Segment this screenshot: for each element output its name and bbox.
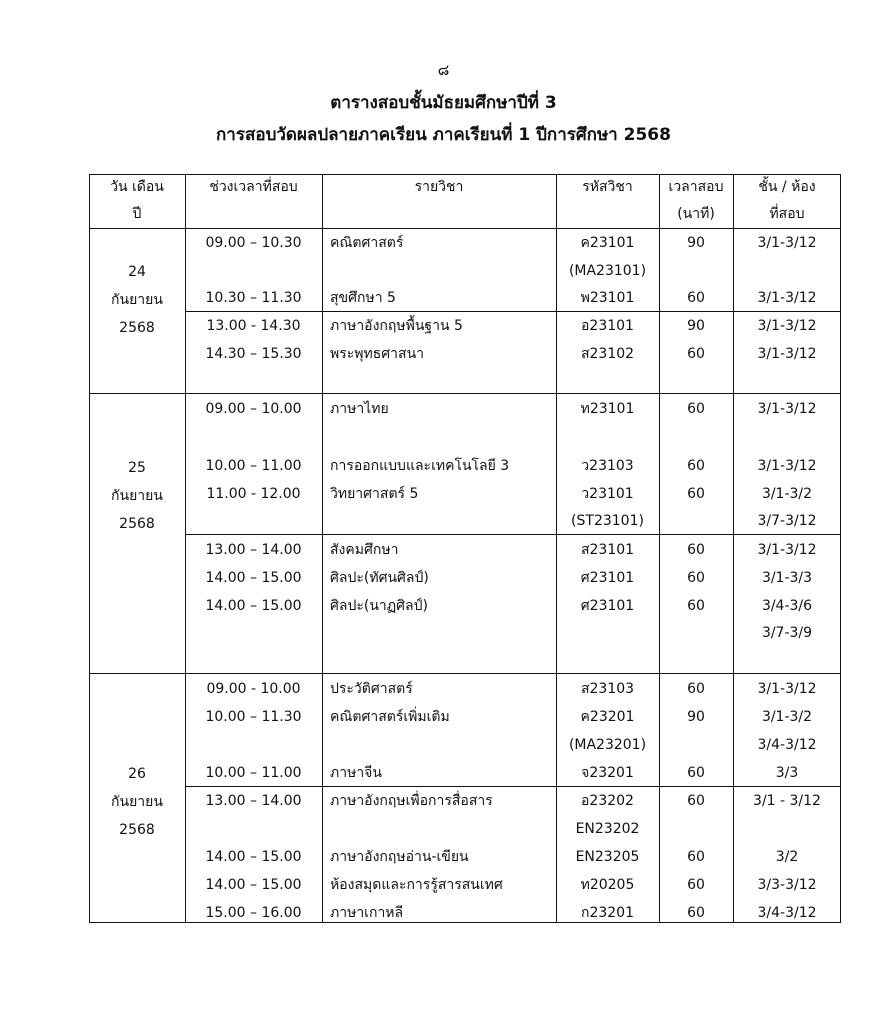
exam-time: 13.00 - 14.30 <box>206 318 301 334</box>
exam-room: 3/4-3/12 <box>757 737 817 753</box>
header-subject: รายวิชา <box>414 179 464 195</box>
subject-name: คณิตศาสตร์ <box>330 235 404 251</box>
exam-duration: 90 <box>687 318 705 334</box>
subject-name: ศิลปะ(ทัศนศิลป์) <box>330 570 429 586</box>
exam-time: 13.00 – 14.00 <box>205 542 302 558</box>
subject-code: ว23103 <box>581 458 634 474</box>
exam-room: 3/4-3/12 <box>757 905 817 921</box>
exam-time: 14.00 – 15.00 <box>205 877 302 893</box>
header-code: รหัสวิชา <box>582 179 633 195</box>
header-time: ช่วงเวลาที่สอบ <box>209 179 298 195</box>
exam-duration: 60 <box>687 849 705 865</box>
subject-name: วิทยาศาสตร์ 5 <box>330 486 419 502</box>
exam-room: 3/1-3/2 <box>761 709 813 725</box>
subject-code: ศ23101 <box>580 598 635 614</box>
subject-code: ก23201 <box>580 905 634 921</box>
exam-room: 3/4-3/6 <box>761 598 813 614</box>
header-room: ชั้น / ห้อง <box>758 179 816 195</box>
subject-name: ประวัติศาสตร์ <box>330 681 413 697</box>
exam-duration: 60 <box>687 905 705 921</box>
subject-name: ภาษาไทย <box>330 401 389 417</box>
exam-room: 3/1-3/3 <box>761 570 813 586</box>
page-number: ๘ <box>437 61 450 79</box>
exam-duration: 60 <box>687 598 705 614</box>
exam-room: 3/3-3/12 <box>757 877 817 893</box>
subject-name: ภาษาจีน <box>330 765 382 781</box>
header-room-sub: ที่สอบ <box>769 206 805 222</box>
exam-room: 3/7-3/9 <box>761 625 813 641</box>
exam-duration: 60 <box>687 401 705 417</box>
exam-month: กันยายน <box>111 292 163 308</box>
subject-name: การออกแบบและเทคโนโลยี 3 <box>330 458 510 474</box>
exam-time: 15.00 – 16.00 <box>205 905 302 921</box>
exam-time: 10.30 – 11.30 <box>205 290 302 306</box>
exam-month: กันยายน <box>111 488 163 504</box>
exam-room: 3/1-3/12 <box>757 401 817 417</box>
exam-room: 3/1-3/12 <box>757 235 817 251</box>
subject-name: สุขศึกษา 5 <box>330 290 396 306</box>
exam-room: 3/1-3/12 <box>757 458 817 474</box>
subject-code: จ23201 <box>581 765 634 781</box>
header-duration-unit: (นาที) <box>677 206 715 222</box>
exam-time: 10.00 – 11.30 <box>205 709 302 725</box>
exam-room: 3/1-3/12 <box>757 542 817 558</box>
subject-name: สังคมศึกษา <box>330 542 399 558</box>
exam-duration: 60 <box>687 877 705 893</box>
subject-code: (MA23201) <box>568 737 647 753</box>
day-block-divider <box>89 393 841 394</box>
exam-month: กันยายน <box>111 794 163 810</box>
subject-code: EN23202 <box>575 821 640 837</box>
exam-duration: 60 <box>687 542 705 558</box>
exam-year: 2568 <box>119 822 155 838</box>
exam-room: 3/3 <box>775 765 799 781</box>
day-block-divider <box>89 673 841 674</box>
exam-time: 09.00 – 10.30 <box>205 235 302 251</box>
subject-code: อ23101 <box>581 318 634 334</box>
subject-name: ภาษาอังกฤษพื้นฐาน 5 <box>330 318 463 334</box>
exam-duration: 60 <box>687 458 705 474</box>
subject-name: พระพุทธศาสนา <box>330 346 424 362</box>
exam-duration: 60 <box>687 765 705 781</box>
subject-code: (MA23101) <box>568 263 647 279</box>
subject-name: ภาษาเกาหลี <box>330 905 404 921</box>
exam-time: 14.00 – 15.00 <box>205 598 302 614</box>
header-date: วัน เดือน <box>110 179 164 195</box>
subject-name: คณิตศาสตร์เพิ่มเติม <box>330 709 450 725</box>
exam-time: 13.00 – 14.00 <box>205 793 302 809</box>
exam-time: 14.00 – 15.00 <box>205 849 302 865</box>
exam-room: 3/1-3/12 <box>757 290 817 306</box>
page-title: ตารางสอบชั้นมัธยมศึกษาปีที่ 3 <box>330 93 557 113</box>
exam-time: 14.30 – 15.30 <box>205 346 302 362</box>
subject-code: ค23101 <box>580 235 635 251</box>
subject-code: ศ23101 <box>580 570 635 586</box>
subject-name: ภาษาอังกฤษเพื่อการสื่อสาร <box>330 793 493 809</box>
subject-code: ส23101 <box>580 542 635 558</box>
subject-name: ห้องสมุดและการรู้สารสนเทศ <box>330 877 503 893</box>
subject-code: ท23101 <box>580 401 635 417</box>
header-date-year: ปี <box>132 206 142 222</box>
exam-room: 3/1-3/2 <box>761 486 813 502</box>
subject-code: ส23103 <box>580 681 635 697</box>
exam-duration: 60 <box>687 486 705 502</box>
column-divider <box>322 174 323 923</box>
table-border-top <box>89 174 841 175</box>
subject-code: พ23101 <box>580 290 635 306</box>
exam-room: 3/1-3/12 <box>757 346 817 362</box>
exam-room: 3/1-3/12 <box>757 681 817 697</box>
subject-code: ค23201 <box>580 709 635 725</box>
exam-time: 11.00 - 12.00 <box>206 486 301 502</box>
page-subtitle: การสอบวัดผลปลายภาคเรียน ภาคเรียนที่ 1 ปีการศึกษา 2568 <box>216 125 671 145</box>
subject-code: EN23205 <box>575 849 640 865</box>
exam-year: 2568 <box>119 516 155 532</box>
exam-year: 2568 <box>119 320 155 336</box>
exam-duration: 90 <box>687 235 705 251</box>
exam-duration: 60 <box>687 681 705 697</box>
exam-time: 14.00 – 15.00 <box>205 570 302 586</box>
exam-duration: 60 <box>687 570 705 586</box>
subject-name: ศิลปะ(นาฏศิลป์) <box>330 598 428 614</box>
exam-room: 3/2 <box>775 849 799 865</box>
subject-code: อ23202 <box>581 793 634 809</box>
exam-day: 26 <box>128 766 146 782</box>
exam-room: 3/1 - 3/12 <box>753 793 821 809</box>
header-duration: เวลาสอบ <box>668 179 724 195</box>
exam-time: 09.00 - 10.00 <box>206 681 301 697</box>
exam-day: 25 <box>128 460 146 476</box>
exam-time: 10.00 – 11.00 <box>205 765 302 781</box>
subject-name: ภาษาอังกฤษอ่าน-เขียน <box>330 849 469 865</box>
exam-duration: 60 <box>687 290 705 306</box>
exam-room: 3/1-3/12 <box>757 318 817 334</box>
subject-code: ท20205 <box>580 877 635 893</box>
exam-room: 3/7-3/12 <box>757 513 817 529</box>
exam-duration: 60 <box>687 793 705 809</box>
exam-time: 09.00 – 10.00 <box>205 401 302 417</box>
exam-schedule-table <box>89 174 841 923</box>
exam-duration: 90 <box>687 709 705 725</box>
exam-day: 24 <box>128 264 146 280</box>
exam-time: 10.00 – 11.00 <box>205 458 302 474</box>
subject-code: (ST23101) <box>571 513 644 529</box>
subject-code: ส23102 <box>580 346 635 362</box>
subject-code: ว23101 <box>581 486 634 502</box>
exam-duration: 60 <box>687 346 705 362</box>
